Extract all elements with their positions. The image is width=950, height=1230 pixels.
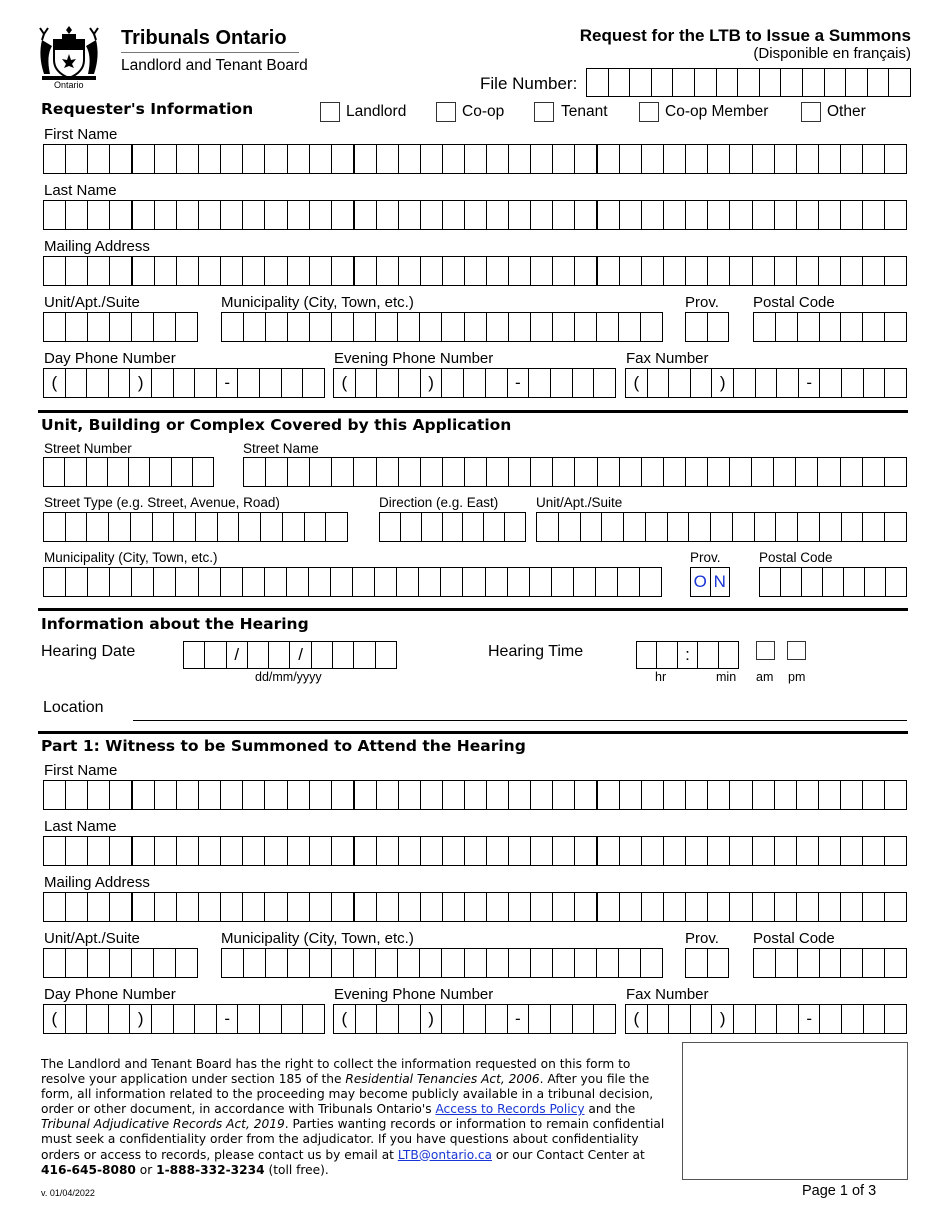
req-last-name-label: Last Name — [44, 182, 117, 199]
req-postal-field[interactable] — [753, 312, 907, 342]
unit-unit-field[interactable] — [536, 512, 907, 542]
unit-municipality-field[interactable] — [43, 567, 662, 597]
wit-municipality-field[interactable] — [221, 948, 663, 978]
wit-prov-label: Prov. — [685, 930, 719, 947]
coat-of-arms-icon — [36, 26, 102, 86]
hearing-section-title: Information about the Hearing — [41, 615, 309, 633]
section-divider — [38, 410, 908, 413]
requester-section-title: Requester's Information — [41, 100, 254, 118]
role-tenant-checkbox[interactable] — [534, 102, 554, 122]
french-note: (Disponible en français) — [753, 45, 911, 62]
org-name: Tribunals Ontario — [121, 27, 287, 49]
unit-prov-label: Prov. — [690, 550, 721, 565]
hearing-pm-label: pm — [788, 670, 806, 684]
unit-postal-label: Postal Code — [759, 550, 833, 565]
role-landlord-checkbox[interactable] — [320, 102, 340, 122]
req-unit-label: Unit/Apt./Suite — [44, 294, 140, 311]
req-unit-field[interactable] — [43, 312, 198, 342]
role-coop-member-label: Co-op Member — [665, 103, 769, 120]
req-prov-label: Prov. — [685, 294, 719, 311]
req-evening-phone-label: Evening Phone Number — [334, 350, 494, 367]
req-postal-label: Postal Code — [753, 294, 835, 311]
ontario-logo — [36, 26, 102, 92]
version-label: v. 01/04/2022 — [41, 1188, 95, 1198]
req-municipality-label: Municipality (City, Town, etc.) — [221, 294, 414, 311]
logo-caption: Ontario — [54, 80, 84, 90]
unit-direction-field[interactable] — [379, 512, 526, 542]
unit-prov-char-2: N — [713, 572, 726, 591]
hearing-am-checkbox[interactable] — [756, 641, 775, 660]
privacy-notice: The Landlord and Tenant Board has the right to collect the information requested on this form to resolve your application under section 185 of the Residential Tenancies Act, 2006. After you file the form, all information related to the proceeding may become publicly available in a tribunal decision, order or other document, in accordance with Tribunals Ontario's Access to Records Policy and the Tribunal Adjudicative Records Act, 2019. Parties wanting records or information to remain confidential must seek a confidentiality order from the adjudicator. If you have questions about confidentiality orders or access to records, please contact us by email at LTB@ontario.ca or our Contact Center at 416-645-8080 or 1-888-332-3234 (toll free). — [41, 1057, 665, 1177]
wit-day-phone-field[interactable]: ( ) - — [43, 1004, 325, 1034]
unit-direction-label: Direction (e.g. East) — [379, 495, 499, 510]
role-other-checkbox[interactable] — [801, 102, 821, 122]
unit-street-type-label: Street Type (e.g. Street, Avenue, Road) — [44, 495, 280, 510]
hearing-pm-checkbox[interactable] — [787, 641, 806, 660]
wit-day-phone-label: Day Phone Number — [44, 986, 176, 1003]
file-number-label: File Number: — [480, 74, 578, 93]
file-number-field[interactable] — [586, 68, 911, 97]
section-divider — [38, 608, 908, 611]
wit-unit-label: Unit/Apt./Suite — [44, 930, 140, 947]
witness-section-title: Part 1: Witness to be Summoned to Attend the Hearing — [41, 737, 526, 755]
board-name: Landlord and Tenant Board — [121, 57, 308, 74]
form-title: Request for the LTB to Issue a Summons — [579, 26, 911, 45]
hearing-date-label: Hearing Date — [41, 643, 136, 660]
req-municipality-field[interactable] — [221, 312, 663, 342]
role-coop-label: Co-op — [462, 103, 505, 120]
unit-street-number-label: Street Number — [44, 441, 132, 456]
req-first-name-field[interactable] — [43, 144, 907, 174]
role-landlord-label: Landlord — [346, 103, 407, 120]
hearing-date-format: dd/mm/yyyy — [255, 670, 322, 684]
unit-prov-char-1: O — [691, 568, 711, 596]
unit-street-name-label: Street Name — [243, 441, 319, 456]
role-coop-member-checkbox[interactable] — [639, 102, 659, 122]
wit-last-name-label: Last Name — [44, 818, 117, 835]
req-first-name-label: First Name — [44, 126, 118, 143]
unit-postal-field[interactable] — [759, 567, 907, 597]
role-other-label: Other — [827, 103, 866, 120]
unit-street-name-field[interactable] — [243, 457, 907, 487]
hearing-time-field[interactable]: : — [636, 641, 739, 669]
unit-prov-field[interactable] — [690, 567, 730, 597]
unit-unit-label: Unit/Apt./Suite — [536, 495, 623, 510]
unit-street-number-field[interactable] — [43, 457, 214, 487]
wit-mailing-address-field[interactable] — [43, 892, 907, 922]
ltb-email-link[interactable]: LTB@ontario.ca — [397, 1147, 493, 1162]
req-mailing-address-field[interactable] — [43, 256, 907, 286]
access-to-records-link[interactable]: Access to Records Policy — [435, 1102, 585, 1117]
wit-fax-field[interactable]: ( ) - — [625, 1004, 907, 1034]
req-prov-field[interactable] — [685, 312, 729, 342]
section-divider — [38, 731, 908, 734]
req-day-phone-field[interactable]: ( ) - — [43, 368, 325, 398]
hearing-date-field[interactable]: / / — [183, 641, 397, 669]
wit-first-name-field[interactable] — [43, 780, 907, 810]
hearing-location-field[interactable] — [133, 720, 907, 721]
wit-postal-label: Postal Code — [753, 930, 835, 947]
unit-municipality-label: Municipality (City, Town, etc.) — [44, 550, 218, 565]
wit-fax-label: Fax Number — [626, 986, 709, 1003]
header-divider — [121, 52, 299, 53]
hearing-time-label: Hearing Time — [488, 643, 584, 660]
hearing-location-label: Location — [43, 699, 104, 716]
req-last-name-field[interactable] — [43, 200, 907, 230]
unit-street-type-field[interactable] — [43, 512, 348, 542]
role-tenant-label: Tenant — [561, 103, 608, 120]
wit-last-name-field[interactable] — [43, 836, 907, 866]
wit-municipality-label: Municipality (City, Town, etc.) — [221, 930, 414, 947]
page-number: Page 1 of 3 — [802, 1183, 877, 1199]
wit-mailing-address-label: Mailing Address — [44, 874, 150, 891]
wit-evening-phone-field[interactable]: ( ) - — [333, 1004, 616, 1034]
wit-unit-field[interactable] — [43, 948, 198, 978]
role-coop-checkbox[interactable] — [436, 102, 456, 122]
req-evening-phone-field[interactable]: ( ) - — [333, 368, 616, 398]
req-mailing-address-label: Mailing Address — [44, 238, 150, 255]
office-use-box — [682, 1042, 908, 1180]
hearing-min-label: min — [716, 670, 737, 684]
unit-section-title: Unit, Building or Complex Covered by this Application — [41, 416, 512, 434]
req-fax-field[interactable]: ( ) - — [625, 368, 907, 398]
wit-prov-field[interactable] — [685, 948, 729, 978]
wit-first-name-label: First Name — [44, 762, 118, 779]
wit-evening-phone-label: Evening Phone Number — [334, 986, 494, 1003]
req-day-phone-label: Day Phone Number — [44, 350, 176, 367]
req-fax-label: Fax Number — [626, 350, 709, 367]
hearing-hr-label: hr — [655, 670, 667, 684]
hearing-am-label: am — [756, 670, 774, 684]
wit-postal-field[interactable] — [753, 948, 907, 978]
